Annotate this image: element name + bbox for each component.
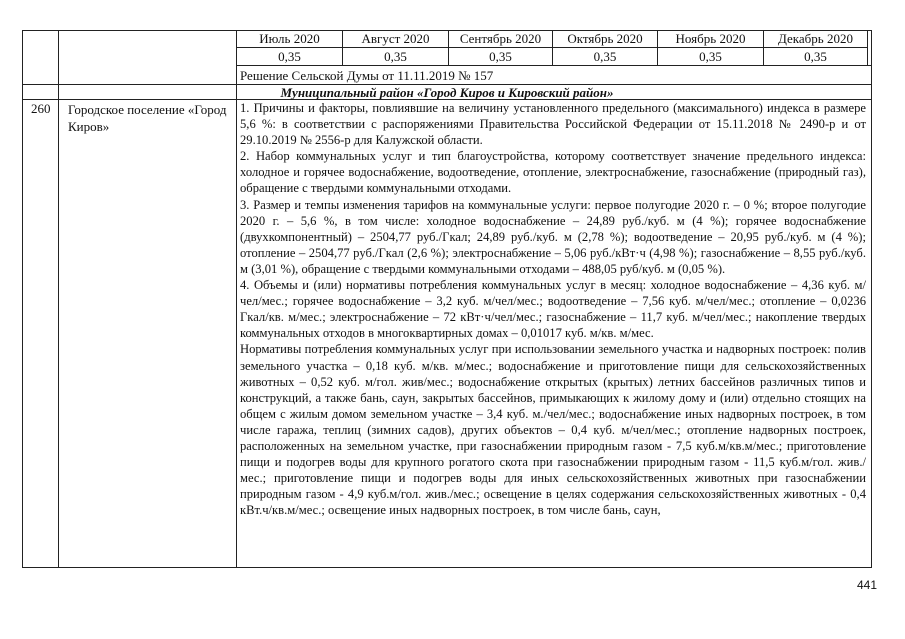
month-value: 0,35 bbox=[237, 47, 342, 65]
month-cell bbox=[448, 31, 552, 65]
month-value: 0,35 bbox=[658, 47, 763, 65]
month-name: Декабрь 2020 bbox=[778, 31, 853, 46]
content-paragraph: 4. Объемы и (или) нормативы потребления коммунальных услуг в месяц: холодное водоснабжение – 4,36 куб. м/чел/мес.; горячее водоснабжение – 3,2 куб. м/чел/мес.; водоотведение – 7,56 куб. м/чел/мес.; отопление – 0,0236 Гкал/кв. м/мес.; электроснабжение – 72 кВт·ч/чел/мес.; газоснабжение – 11,7 куб. м/чел/мес.; накопление твердых коммунальных отходов в многоквартирных домах – 0,01017 куб. м/кв. м/мес. bbox=[240, 278, 866, 341]
month-cell bbox=[552, 31, 657, 65]
months-table bbox=[236, 31, 868, 65]
month-value: 0,35 bbox=[553, 47, 657, 65]
decision-reference: Решение Сельской Думы от 11.11.2019 № 157 bbox=[240, 68, 494, 83]
month-value: 0,35 bbox=[764, 47, 867, 65]
month-name: Август 2020 bbox=[361, 31, 430, 46]
months-bottom-rule bbox=[236, 65, 872, 66]
month-cell bbox=[657, 31, 763, 65]
content-paragraph: 2. Набор коммунальных услуг и тип благоустройства, которому соответствует значение предельного индекса: холодное и горячее водоснабжение, водоотведение, отопление, электроснабжение, газоснабжение (природный газ), обращение с твердыми коммунальными отходами. bbox=[240, 149, 866, 196]
month-name: Ноябрь 2020 bbox=[675, 31, 746, 46]
row-number: 260 bbox=[31, 101, 51, 116]
column-divider bbox=[236, 30, 237, 568]
page-number: 441 bbox=[857, 578, 878, 592]
month-value: 0,35 bbox=[343, 47, 448, 65]
month-name: Сентябрь 2020 bbox=[459, 31, 542, 46]
row-content bbox=[240, 100, 866, 518]
month-cell bbox=[763, 31, 868, 65]
month-name: Июль 2020 bbox=[259, 31, 320, 46]
content-paragraph: Нормативы потребления коммунальных услуг при использовании земельного участка и надворных построек: полив земельного участка – 0,18 куб. м/кв. м/мес.; водоснабжение и приготовление пищи для сельскохозяйственных животных – 0,52 куб. м/гол. жив/мес.; водоснабжение открытых (крытых) летних бассейнов различных типов и конструкций, а также бань, саун, закрытых бассейнов, примыкающих к жилому дому и (или) отдельно стоящих на общем с жилым домом земельном участке – 3,4 куб. м./чел/мес.; водоснабжение иных надворных построек, в том числе гаража, теплиц (зимних садов), других объектов – 0,4 куб. м/чел/мес.; отопление надворных построек, расположенных на земельном участке, при газоснабжении природным газом - 7,5 куб.м/кв.м/мес.; приготовление пищи и подогрев воды для крупного рогатого скота при газоснабжении природным газом - 11,5 куб.м/гол. жив./мес.; приготовление пищи и подогрев воды для иных сельскохозяйственных животных при газоснабжении природным газом - 4,9 куб.м/гол. жив./мес.; освещение в целях содержания сельскохозяйственных животных - 0,4 кВт.ч/кв.м/мес.; освещение иных надворных построек, в том числе бань, саун, bbox=[240, 342, 866, 518]
month-cell bbox=[236, 31, 342, 65]
column-divider bbox=[58, 30, 59, 568]
content-paragraph: 3. Размер и темпы изменения тарифов на коммунальные услуги: первое полугодие 2020 г. – 0 %; второе полугодие 2020 г. – 5,6 %, в том числе: холодное водоснабжение – 24,89 руб./куб. м (4 %); горячее водоснабжение (двухкомпонентный) – 2504,77 руб./Гкал; 24,89 руб./куб. м (2,78 %); водоотведение – 20,95 руб./куб. м (4 %); отопление – 2504,77 руб./Гкал (2,6 %); электроснабжение – 5,06 руб./кВт·ч (4,98 %); газоснабжение – 8,55 руб./куб. м (3,01 %), обращение с твердыми коммунальными отходами – 488,05 руб/куб. м (0,05 %). bbox=[240, 197, 866, 276]
month-cell bbox=[342, 31, 448, 65]
month-name: Октябрь 2020 bbox=[567, 31, 643, 46]
content-paragraph: 1. Причины и факторы, повлиявшие на величину установленного предельного (максимального) индекса в размере 5,6 %: в соответствии с распоряжениями Правительства Российской Федерации от 15.11.2018 № 2490-р и от 29.10.2019 № 2556-р для Калужской области. bbox=[240, 101, 866, 148]
section-title: Муниципальный район «Город Киров и Кировский район» bbox=[280, 85, 614, 100]
settlement-name: Городское поселение «Город Киров» bbox=[68, 102, 227, 134]
month-value: 0,35 bbox=[449, 47, 552, 65]
